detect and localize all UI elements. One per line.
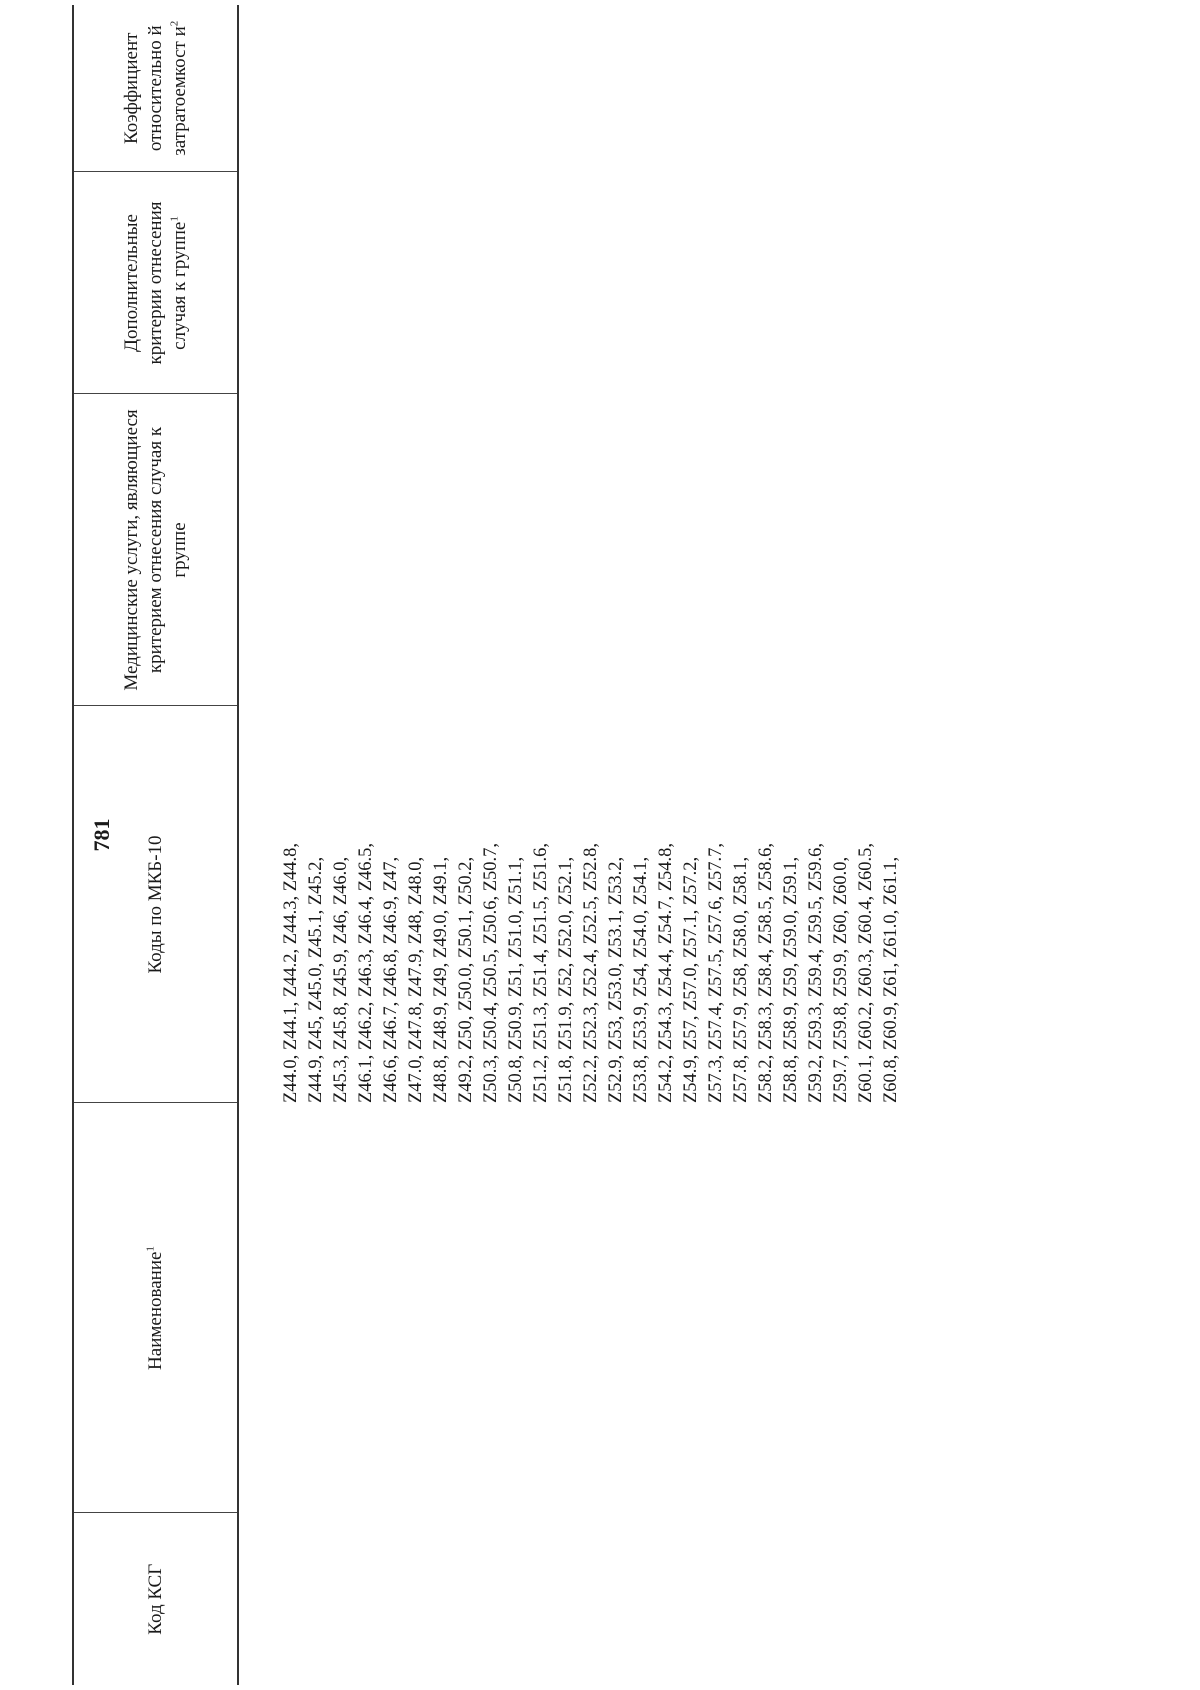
header-name: Наименование$^1$ xyxy=(73,1103,238,1513)
icd-code-line: Z59.2, Z59.3, Z59.4, Z59.5, Z59.6, xyxy=(806,842,826,1103)
icd-code-line: Z51.2, Z51.3, Z51.4, Z51.5, Z51.6, xyxy=(531,842,551,1103)
table-header-row xyxy=(73,5,238,1685)
icd-code-line: Z45.3, Z45.8, Z45.9, Z46, Z46.0, xyxy=(331,856,351,1103)
header-additional-criteria: Дополнительные критерии отнесения случая к группе$^1$ xyxy=(73,172,238,394)
icd-code-line: Z50.3, Z50.4, Z50.5, Z50.6, Z50.7, xyxy=(481,842,501,1103)
icd-code-line: Z57.3, Z57.4, Z57.5, Z57.6, Z57.7, xyxy=(706,842,726,1103)
page-number: 781 xyxy=(89,818,114,852)
icd-code-line: Z60.1, Z60.2, Z60.3, Z60.4, Z60.5, xyxy=(856,842,876,1103)
icd-codes-cell xyxy=(279,843,904,1103)
icd-code-line: Z49.2, Z50, Z50.0, Z50.1, Z50.2, xyxy=(456,856,476,1103)
header-cost-coefficient: Коэффициент относительно й затратоемкост $и^2$ xyxy=(73,5,238,172)
icd-code-line: Z51.8, Z51.9, Z52, Z52.0, Z52.1, xyxy=(556,856,576,1103)
header-ksg-code: Код КСГ xyxy=(73,1513,238,1685)
icd-code-line: Z59.7, Z59.8, Z59.9, Z60, Z60.0, xyxy=(831,856,851,1103)
icd-code-line: Z57.8, Z57.9, Z58, Z58.0, Z58.1, xyxy=(731,856,751,1103)
icd-code-line: Z44.0, Z44.1, Z44.2, Z44.3, Z44.8, xyxy=(281,842,301,1103)
icd-code-line: Z48.8, Z48.9, Z49, Z49.0, Z49.1, xyxy=(431,856,451,1103)
icd-code-line: Z54.2, Z54.3, Z54.4, Z54.7, Z54.8, xyxy=(656,842,676,1103)
icd-code-line: Z54.9, Z57, Z57.0, Z57.1, Z57.2, xyxy=(681,856,701,1103)
header-medical-services: Медицинские услуги, являющиеся критерием отнесения случая к группе xyxy=(73,394,238,706)
icd-code-line: Z47.0, Z47.8, Z47.9, Z48, Z48.0, xyxy=(406,856,426,1103)
icd-code-line: Z58.2, Z58.3, Z58.4, Z58.5, Z58.6, xyxy=(756,842,776,1103)
icd-code-line: Z60.8, Z60.9, Z61, Z61.0, Z61.1, xyxy=(881,856,901,1103)
rotated-table-container xyxy=(72,5,1052,1685)
icd-code-line: Z58.8, Z58.9, Z59, Z59.0, Z59.1, xyxy=(781,856,801,1103)
icd-code-line: Z52.2, Z52.3, Z52.4, Z52.5, Z52.8, xyxy=(581,842,601,1103)
icd-code-line: Z50.8, Z50.9, Z51, Z51.0, Z51.1, xyxy=(506,856,526,1103)
icd-code-line: Z53.8, Z53.9, Z54, Z54.0, Z54.1, xyxy=(631,856,651,1103)
header-icd-codes: Коды по МКБ-10 xyxy=(73,706,238,1103)
icd-code-line: Z44.9, Z45, Z45.0, Z45.1, Z45.2, xyxy=(306,856,326,1103)
icd-code-line: Z52.9, Z53, Z53.0, Z53.1, Z53.2, xyxy=(606,856,626,1103)
ksg-table xyxy=(72,5,239,1685)
icd-code-line: Z46.6, Z46.7, Z46.8, Z46.9, Z47, xyxy=(381,856,401,1103)
icd-code-line: Z46.1, Z46.2, Z46.3, Z46.4, Z46.5, xyxy=(356,842,376,1103)
